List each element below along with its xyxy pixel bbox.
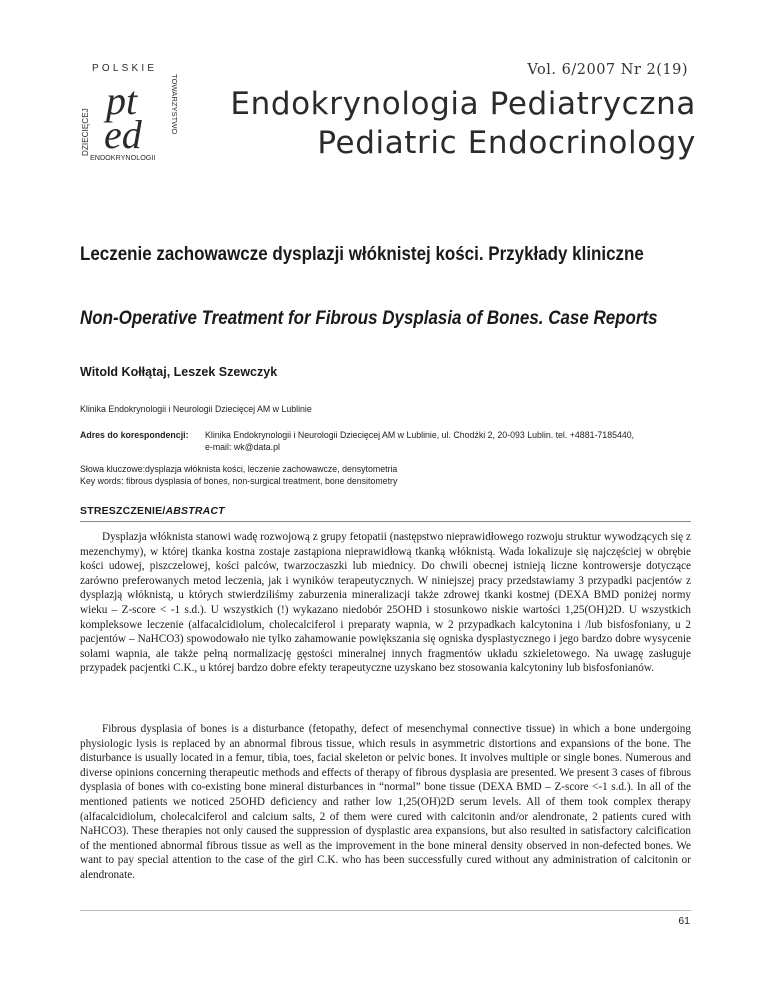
correspondence-address	[205, 429, 665, 453]
correspondence-line-1: Klinika Endokrynologii i Neurologii Dziecięcej AM w Lublinie, ul. Chodźki 2, 20-093 Lublin. tel. +4881-7185440,	[205, 430, 635, 440]
logo-script-pt: pt	[106, 78, 138, 123]
logo-top-text: POLSKIE	[92, 63, 158, 74]
volume-issue: Vol. 6/2007 Nr 2(19)	[527, 62, 688, 78]
authors: Witold Kołłątaj, Leszek Szewczyk	[80, 365, 278, 379]
abstract-pl: Dysplazja włóknista stanowi wadę rozwojową z grupy fetopatii (następstwo nieprawidłowego rozwoju struktur wywodzących się z mezenchymy), w której tkanka kostna zostaje zastąpiona nieprawidłową tkanką włóknistą. Wada lokalizuje się najczęściej w obrębie kości udowej, piszczelowej, kości palców, twarzoczaszki lub miednicy. Do chwili obecnej istnieją liczne kontrowersje dotyczące zarówno preferowanych metod leczenia, jak i wyników terapeutycznych. W niniejszej pracy przedstawiamy 3 przypadki pacjentów z dysplazją włóknistą, u których stwierdziliśmy zaburzenia mineralizacji także zdrowej tkanki kostnej (DEXA BMD poniżej normy wieku – Z-score < -1 s.d.). U wszystkich (!) wykazano niedobór 25OHD i stosunkowo niskie wartości 1,25(OH)2D. U wszystkich kompleksowe leczenie (alfacalcidiolum, cholecalciferol i preparaty wapnia, w 2 przypadkach kalcytonina i /lub bisfosfoniany, u 2 pacjentów – NaHCO3) spowodowało nie tylko zahamowanie powiększania się ogniska dysplastycznego i jego bardzo dobre wysycenie solami wapnia, ale także pełną normalizację gęstości mineralnej innych fragmentów układu szkieletowego. Na uwagę zasługuje przypadek pacjentki C.K., u której bardzo dobre efekty terapeutyczne uzyskano bez stosowania kalcytoniny lub bisfosfonianów.	[80, 531, 691, 675]
article-title-pl: Leczenie zachowawcze dysplazji włóknistej kości. Przykłady kliniczne	[80, 243, 644, 265]
abstract-en: Fibrous dysplasia of bones is a disturbance (fetopathy, defect of mesenchymal connective tissue) in which a bone undergoing physiologic lysis is replaced by an abnormal fibrous tissue, which resuls in asymmetric distortions and expansions of the bone. The disturbance is usually located in a femur, tibia, toes, facial skeleton or pelvic bones. It involves multiple or single bones. Numerous and diverse opinions concerning therapeutic methods and effects of therapy of fibrous dysplasia are presented. We present 3 cases of fibrous dysplasia of bones with co-existing bone mineral disturbances in “normal” bone tissue (DEXA BMD – Z-score <-1 s.d.). In all of the mentioned patients we noticed 25OHD deficiency and rather low 1,25(OH)2D serum levels. All of them took complex therapy (alfacalcidiolum, cholecalciferol and calcium salts, 2 of them were cured with calcitonin and/or alendronate, 2 patients cured with NaHCO3). These therapies not only caused the suppression of dysplastic area expansions, but also resulted in satisfactory calcification of the mentioned abnormal fibrous tissue as well as the improvement in the bone mineral density observed in non-defected bones. We want to pay special attention to the case of the girl C.K. who has been successfully cured without any administration of calcitonin or alendronate.	[80, 723, 691, 881]
footer-divider	[80, 910, 691, 911]
journal-title-pl: Endokrynologia Pediatryczna	[230, 86, 696, 122]
logo-right-text: TOWARZYSTWO	[170, 74, 179, 135]
correspondence-label: Adres do korespondencji:	[80, 430, 189, 440]
article-title-en: Non-Operative Treatment for Fibrous Dysplasia of Bones. Case Reports	[80, 307, 658, 329]
affiliation: Klinika Endokrynologii i Neurologii Dziecięcej AM w Lublinie	[80, 404, 312, 414]
logo-bottom-text: ENDOKRYNOLOGII	[90, 153, 156, 162]
abstract-heading-pl: STRESZCZENIE/	[80, 505, 166, 517]
abstract-divider	[80, 521, 691, 522]
journal-title-en: Pediatric Endocrinology	[317, 125, 696, 161]
logo-left-text: DZIECIĘCEJ	[81, 108, 90, 156]
abstract-heading-en: ABSTRACT	[165, 505, 225, 517]
keywords-en: Key words: fibrous dysplasia of bones, non-surgical treatment, bone densitometry	[80, 476, 398, 486]
logo-script-ed: ed	[104, 112, 142, 157]
correspondence-email: e-mail: wk@data.pl	[205, 442, 280, 452]
society-logo	[80, 62, 180, 162]
abstract-heading	[80, 505, 225, 517]
keywords-pl: Słowa kluczowe:dysplazja włóknista kości, leczenie zachowawcze, densytometria	[80, 464, 398, 474]
page-number: 61	[678, 915, 690, 927]
